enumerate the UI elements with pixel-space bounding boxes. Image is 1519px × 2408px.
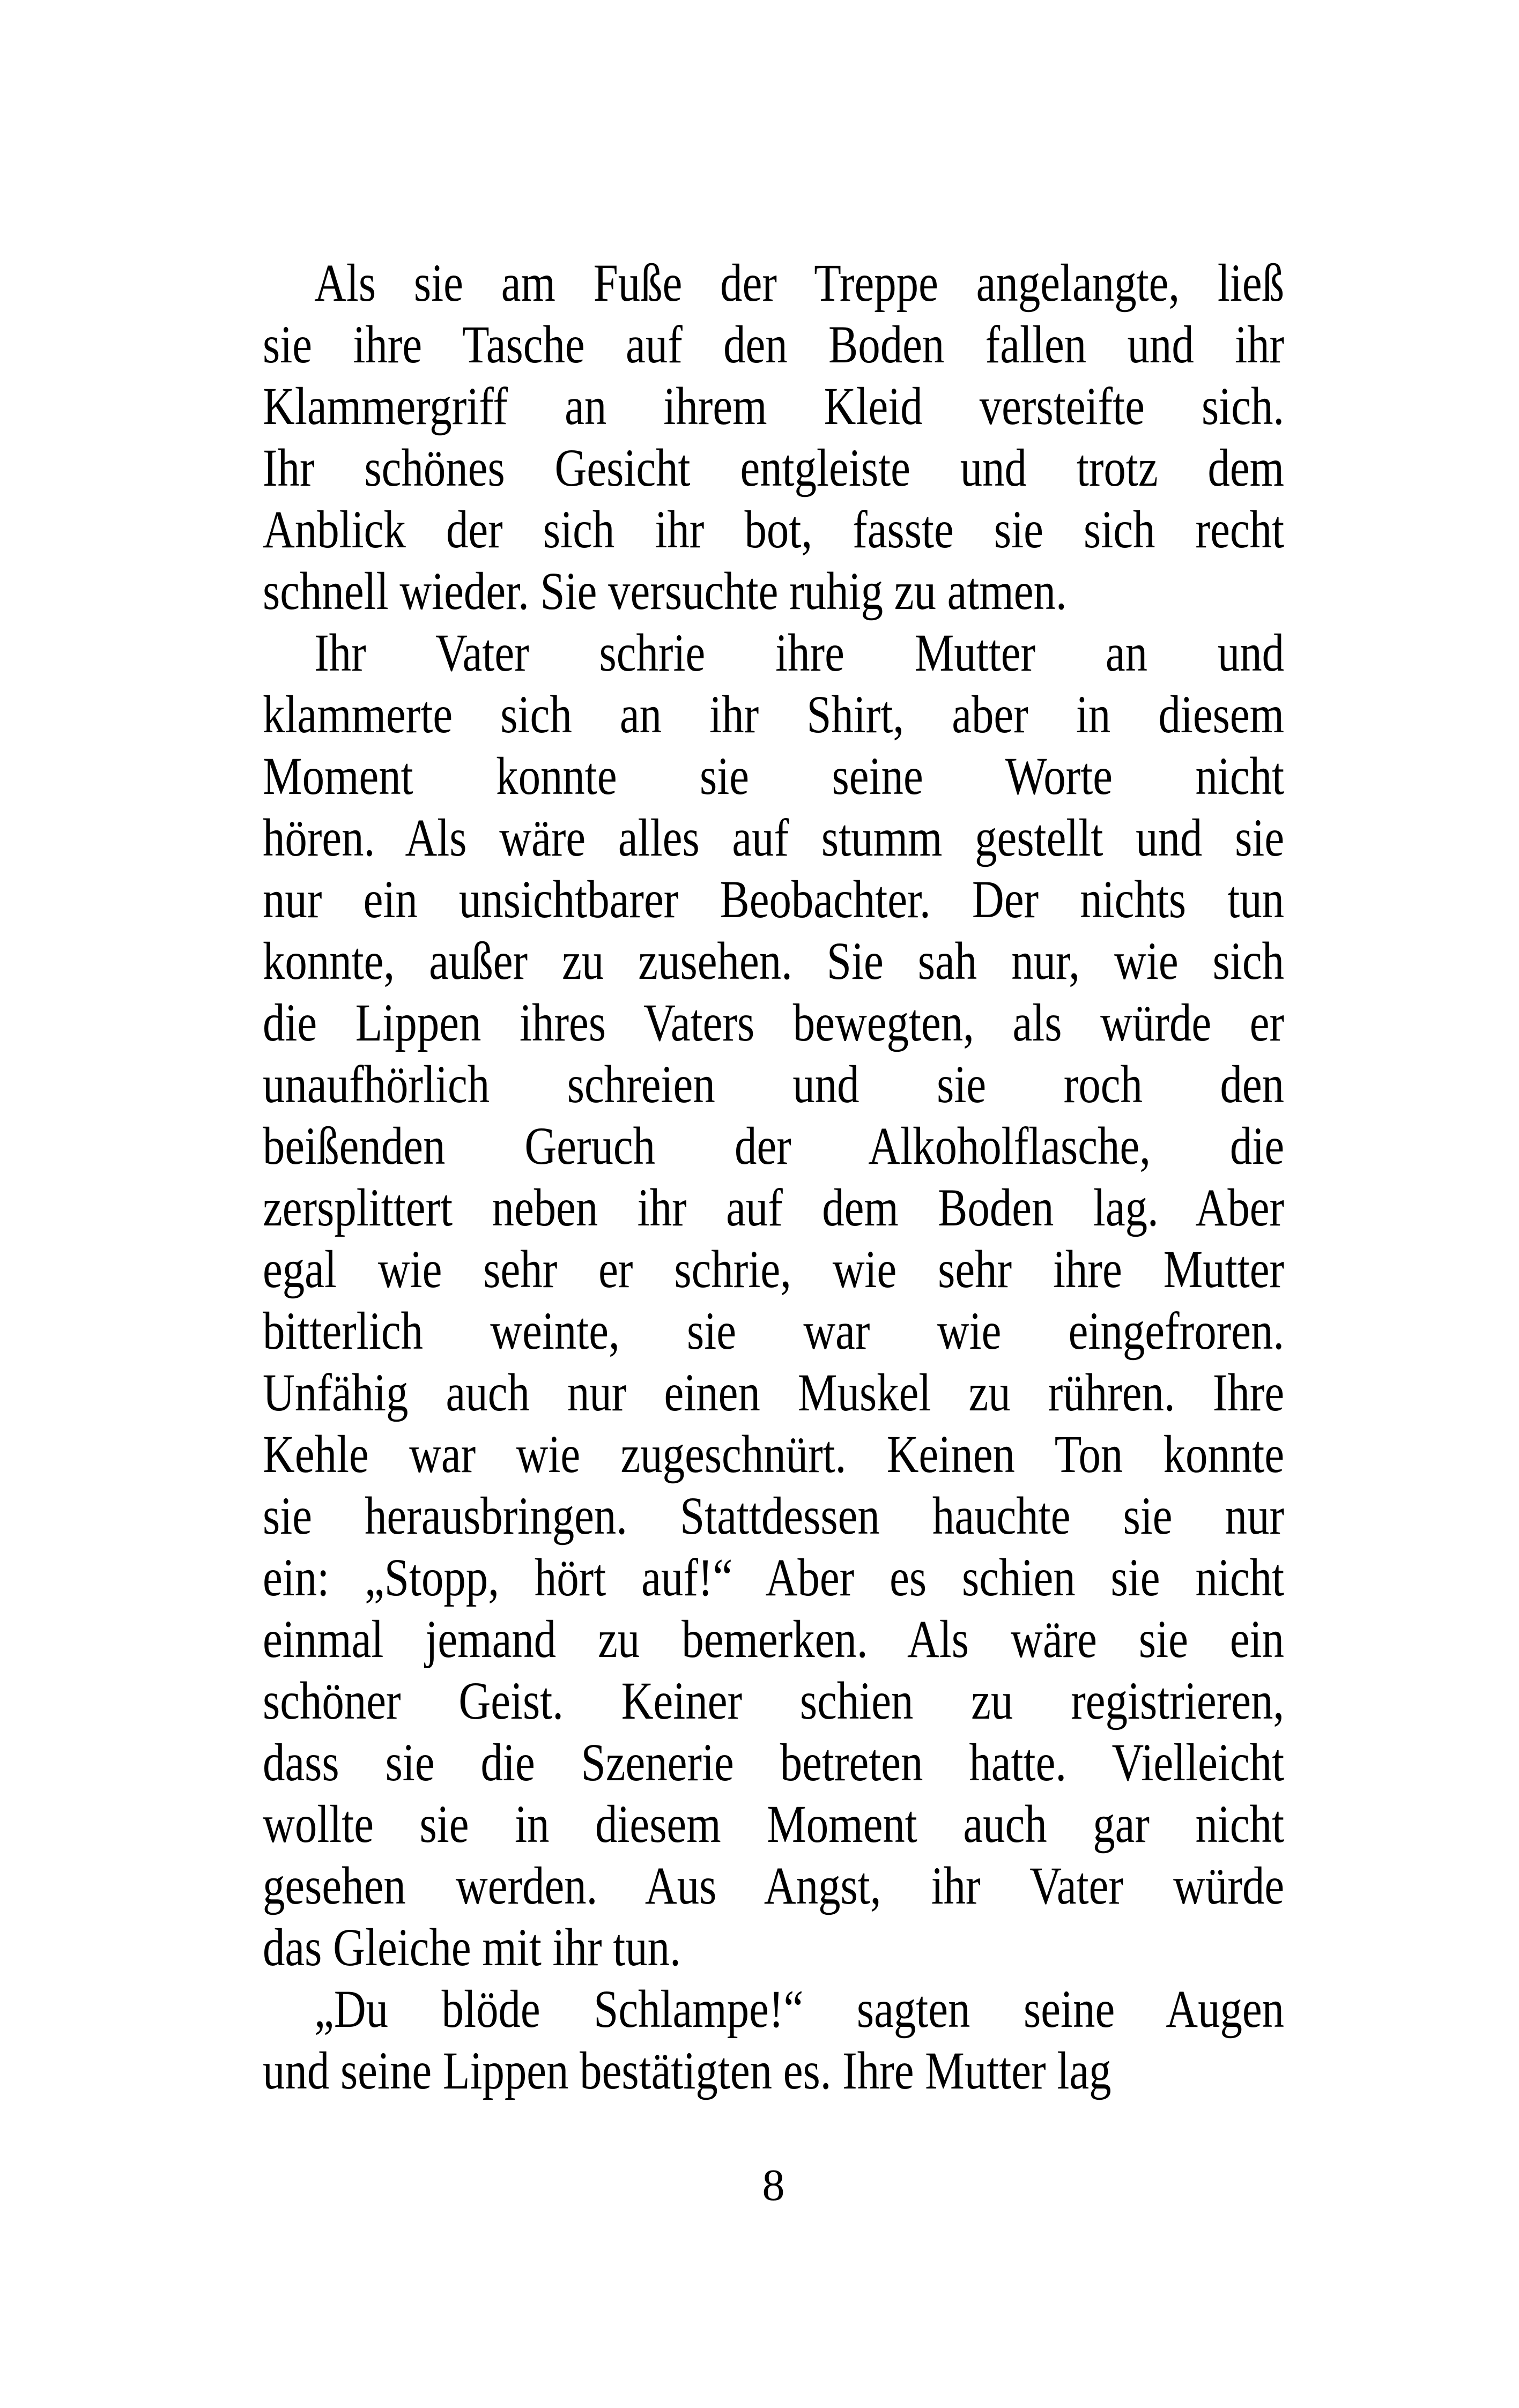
text-line: nur ein unsichtbarer Beobachter. Der nichts tun	[263, 869, 1285, 929]
page-number: 8	[762, 2160, 785, 2210]
text-line: schnell wieder. Sie versuchte ruhig zu atmen.	[263, 561, 1067, 621]
text-line: Klammergriff an ihrem Kleid versteifte sich.	[263, 376, 1285, 436]
text-line: bitterlich weinte, sie war wie eingefroren.	[263, 1301, 1285, 1361]
text-line: Ihr schönes Gesicht entgleiste und trotz dem	[263, 438, 1285, 497]
text-line: sie herausbringen. Stattdessen hauchte sie nur	[263, 1486, 1285, 1545]
text-line: dass sie die Szenerie betreten hatte. Vielleicht	[263, 1733, 1285, 1792]
text-line: sie ihre Tasche auf den Boden fallen und ihr	[263, 315, 1285, 374]
text-line: das Gleiche mit ihr tun.	[263, 1918, 681, 1977]
text-line: Unfähig auch nur einen Muskel zu rühren. Ihre	[263, 1363, 1285, 1422]
text-line: ein: „Stopp, hört auf!“ Aber es schien sie nicht	[263, 1548, 1285, 1607]
text-line: einmal jemand zu bemerken. Als wäre sie ein	[263, 1609, 1285, 1669]
text-line: schöner Geist. Keiner schien zu registrieren,	[263, 1671, 1285, 1730]
text-line: Anblick der sich ihr bot, fasste sie sich recht	[263, 500, 1285, 559]
paragraph	[263, 1978, 1284, 2101]
paragraph	[263, 622, 1284, 1978]
text-line: und seine Lippen bestätigten es. Ihre Mutter lag	[263, 2041, 1112, 2100]
text-line: zersplittert neben ihr auf dem Boden lag. Aber	[263, 1178, 1285, 1237]
text-block	[263, 252, 1284, 2101]
text-line: Ihr Vater schrie ihre Mutter an und	[314, 623, 1285, 682]
text-line: hören. Als wäre alles auf stumm gestellt und sie	[263, 808, 1285, 867]
text-line: Moment konnte sie seine Worte nicht	[263, 746, 1285, 806]
text-line: gesehen werden. Aus Angst, ihr Vater würde	[263, 1856, 1285, 1915]
text-line: die Lippen ihres Vaters bewegten, als würde er	[263, 993, 1285, 1052]
text-line: konnte, außer zu zusehen. Sie sah nur, wie sich	[263, 931, 1285, 991]
paragraph	[263, 252, 1284, 622]
text-line: wollte sie in diesem Moment auch gar nicht	[263, 1794, 1285, 1854]
text-line: klammerte sich an ihr Shirt, aber in diesem	[263, 685, 1285, 744]
text-line: „Du blöde Schlampe!“ sagten seine Augen	[314, 1979, 1285, 2039]
text-line: egal wie sehr er schrie, wie sehr ihre Mutter	[263, 1239, 1285, 1299]
text-line: beißenden Geruch der Alkoholflasche, die	[263, 1116, 1285, 1176]
text-line: unaufhörlich schreien und sie roch den	[263, 1054, 1285, 1114]
text-line: Kehle war wie zugeschnürt. Keinen Ton konnte	[263, 1424, 1285, 1484]
text-line: Als sie am Fuße der Treppe angelangte, ließ	[314, 253, 1285, 313]
paragraphs	[263, 252, 1284, 2101]
